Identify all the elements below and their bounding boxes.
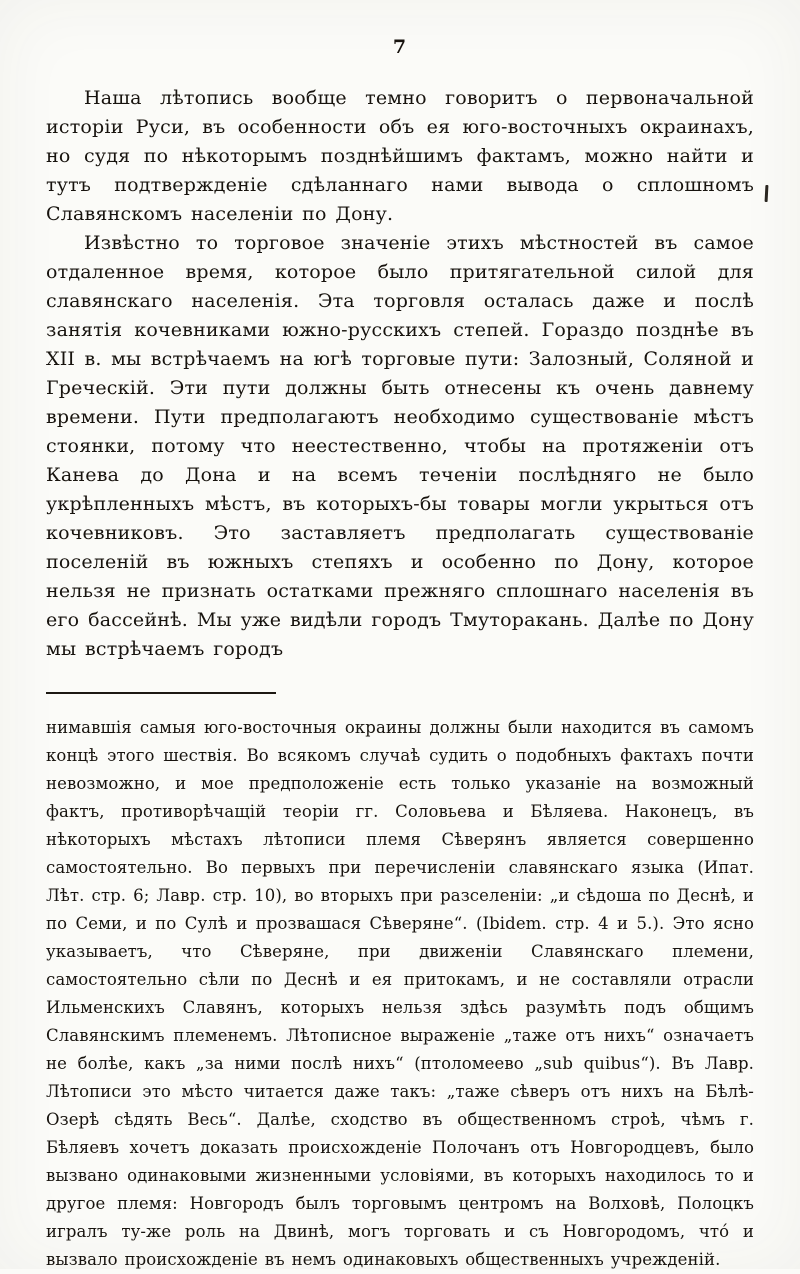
footnote-separator: [46, 692, 276, 694]
page-number: 7: [392, 36, 408, 58]
ink-mark: [765, 185, 769, 202]
main-text: [46, 84, 754, 664]
footnote: [46, 714, 754, 1274]
main-paragraph-2: Извѣстно то торговое значеніе этихъ мѣстностей въ самое отдаленное время, которое было притягательной силой для славянскаго населенія. Эта торговля осталась даже и послѣ занятія кочевниками южно-русскихъ степей. Гораздо позднѣе въ XII в. мы встрѣчаемъ на югѣ торговые пути: Залозный, Соляной и Греческій. Эти пути должны быть отнесены къ очень давнему времени. Пути предполагаютъ необходимо существованіе мѣстъ стоянки, потому что неестественно, чтобы на протяженіи отъ Канева до Дона и на всемъ теченіи послѣдняго не было укрѣпленныхъ мѣстъ, въ которыхъ-бы товары могли укрыться отъ кочевниковъ. Это заставляетъ предполагать существованіе поселеній въ южныхъ степяхъ и особенно по Дону, которое нельзя не признать остатками прежняго сплошнаго населенія въ его бассейнѣ. Мы уже видѣли городъ Тмуторакань. Далѣе по Дону мы встрѣчаемъ городъ: [46, 232, 754, 660]
footnote-text: нимавшія самыя юго-восточныя окраины должны были находится въ самомъ концѣ этого шествія. Во всякомъ случаѣ судить о подобныхъ фактахъ почти невозможно, и мое предположеніе есть только указаніе на возможный фактъ, противорѣчащій теоріи гг. Соловьева и Бѣляева. Наконецъ, въ нѣкоторыхъ мѣстахъ лѣтописи племя Сѣверянъ является совершенно самостоятельно. Во первыхъ при перечисленіи славянскаго языка (Ипат. Лѣт. стр. 6; Лавр. стр. 10), во вторыхъ при разселеніи: „и сѣдоша по Деснѣ, и по Семи, и по Сулѣ и прозвашася Сѣверяне“. (Ibidem. стр. 4 и 5.). Это ясно указываетъ, что Сѣверяне, при движеніи Славянскаго племени, самостоятельно сѣли по Деснѣ и ея притокамъ, и не составляли отрасли Ильменскихъ Славянъ, которыхъ нельзя здѣсь разумѣть подъ общимъ Славянскимъ племенемъ. Лѣтописное выраженіе „таже отъ нихъ“ означаетъ не болѣе, какъ „за ними послѣ нихъ“ (птоломеево „sub quibus“). Въ Лавр. Лѣтописи это мѣсто читается даже такъ: „таже сѣверъ отъ нихъ на Бѣлѣ-Озерѣ сѣдять Весь“. Далѣе, сходство въ общественномъ строѣ, чѣмъ г. Бѣляевъ хочетъ доказать происхожденіе Полочанъ отъ Новгородцевъ, было вызвано одинаковыми жизненными условіями, въ которыхъ находилось то и другое племя: Новгородъ былъ торговымъ центромъ на Волховѣ, Полоцкъ игралъ ту-же роль на Двинѣ, могъ торговать и съ Новгородомъ, что́ и вызвало происхожденіе въ немъ одинаковыхъ общественныхъ учрежденій.: [46, 718, 754, 1269]
main-paragraph-1: Наша лѣтопись вообще темно говоритъ о первоначальной исторіи Руси, въ особенности объ ея юго-восточныхъ окраинахъ, но судя по нѣкоторымъ позднѣйшимъ фактамъ, можно найти и тутъ подтвержденіе сдѣланнаго нами вывода о сплошномъ Славянскомъ населеніи по Дону.: [46, 87, 754, 225]
